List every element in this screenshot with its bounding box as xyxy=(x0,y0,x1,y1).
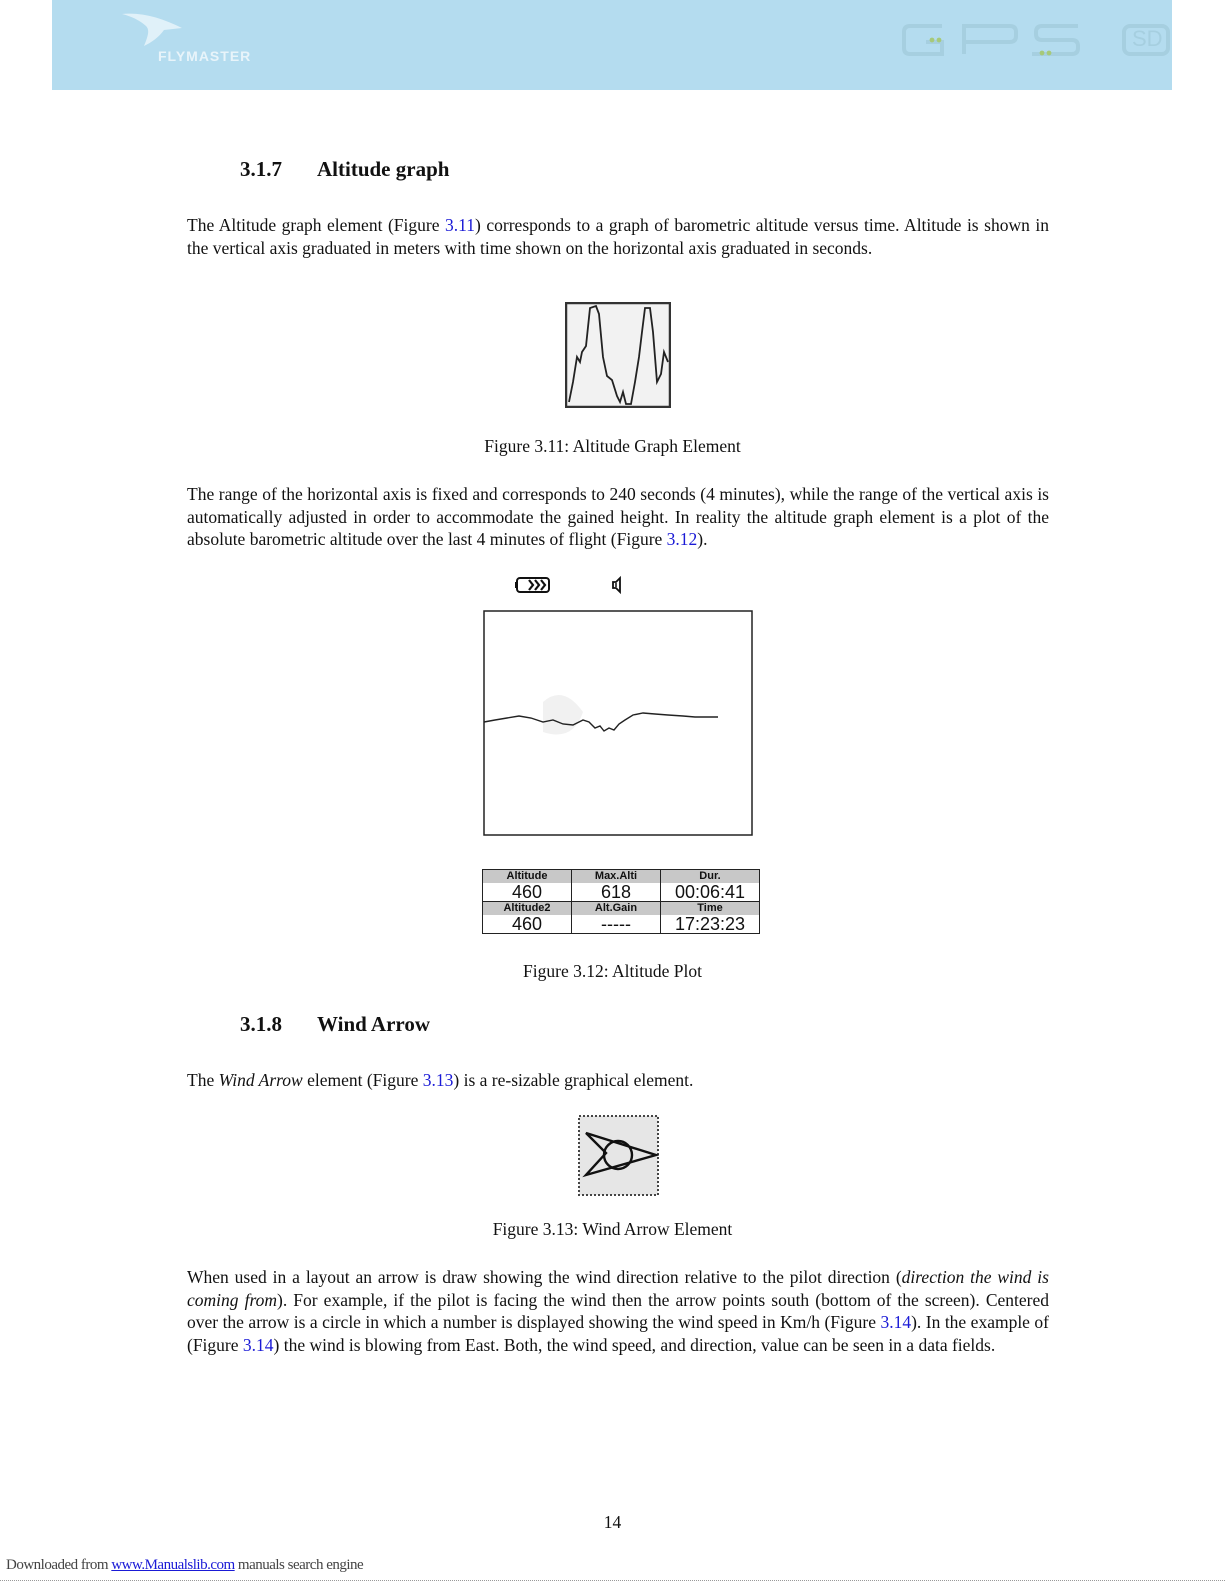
gps-sd-logo xyxy=(902,20,1172,64)
figure-caption-3-13: Figure 3.13: Wind Arrow Element xyxy=(492,1219,733,1239)
speaker-icon xyxy=(613,578,620,592)
data-field-duration xyxy=(661,870,760,902)
footer-prefix: Downloaded from xyxy=(6,1557,112,1573)
altitude-graph-element-figure xyxy=(565,302,671,408)
field-value: 460 xyxy=(511,882,543,902)
text-span: ). xyxy=(697,529,708,549)
manualslib-link[interactable]: www.Manualslib.com xyxy=(111,1557,235,1573)
altitude-data-fields-table xyxy=(482,869,760,934)
field-label: Altitude2 xyxy=(483,902,571,915)
text-span: When used in a layout an arrow is draw showing the wind direction relative to the pilot direction ( xyxy=(187,1267,902,1287)
footer-divider xyxy=(0,1580,1225,1581)
section-title: Wind Arrow xyxy=(317,1012,430,1036)
paragraph-wind-arrow-usage xyxy=(187,1266,1049,1356)
sd-badge: SD xyxy=(1132,26,1163,51)
battery-icon xyxy=(515,578,549,592)
wing-logo-icon xyxy=(112,8,202,48)
text-span: The Altitude graph element (Figure xyxy=(187,215,446,235)
text-span: ). In the example of (Figure xyxy=(187,1312,1050,1355)
field-label: Altitude xyxy=(483,870,571,883)
wind-arrow-element-figure xyxy=(578,1115,659,1196)
emphasis-text: direction the wind is coming from xyxy=(187,1267,1049,1310)
figure-link-3-12[interactable]: 3.12 xyxy=(666,529,698,549)
data-field-altitude2 xyxy=(483,902,572,934)
section-number: 3.1.8 xyxy=(240,1012,282,1036)
emphasis-text: Wind Arrow xyxy=(218,1070,303,1090)
brand-name: FLYMASTER xyxy=(158,48,252,64)
field-value: 460 xyxy=(511,914,543,934)
figure-link-3-13[interactable]: 3.13 xyxy=(422,1070,454,1090)
altitude-plot-screen xyxy=(483,610,753,836)
figure-caption-3-12: Figure 3.12: Altitude Plot xyxy=(523,961,702,981)
flymaster-logo xyxy=(112,8,252,64)
download-footer xyxy=(6,1557,363,1574)
figure-link-3-11[interactable]: 3.11 xyxy=(445,215,476,235)
data-field-max-alti xyxy=(572,870,661,902)
field-label: Dur. xyxy=(661,870,759,883)
section-number: 3.1.7 xyxy=(240,157,282,181)
field-value: 618 xyxy=(600,882,632,902)
text-span: ) the wind is blowing from East. Both, the wind speed, and direction, value can be seen in a data fields. xyxy=(273,1334,996,1355)
text-span: The range of the horizontal axis is fixed and corresponds to 240 seconds (4 minutes), while the range of the vertical axis is automatically adjusted in order to accommodate the gained height. In reality the altitude graph element is a plot of the absolute barometric altitude over the last 4 minutes of flight (Figure xyxy=(187,484,1049,549)
text-span: The xyxy=(187,1070,219,1090)
section-title: Altitude graph xyxy=(317,157,450,181)
field-label: Time xyxy=(661,902,759,915)
device-status-icons xyxy=(515,573,635,597)
section-heading-3-1-7 xyxy=(240,157,449,182)
header-banner xyxy=(52,0,1172,90)
figure-caption-3-11: Figure 3.11: Altitude Graph Element xyxy=(484,436,741,456)
text-span: ) is a re-sizable graphical element. xyxy=(453,1070,694,1090)
data-field-alt-gain xyxy=(572,902,661,934)
paragraph-altitude-range xyxy=(187,483,1049,551)
text-span: ) corresponds to a graph of barometric altitude versus time. Altitude is shown in the vertical axis graduated in meters with time shown on the horizontal axis graduated in seconds. xyxy=(187,215,1049,258)
page-number: 14 xyxy=(603,1512,622,1532)
text-span: element (Figure xyxy=(302,1070,423,1090)
field-label: Alt.Gain xyxy=(572,902,660,915)
section-heading-3-1-8 xyxy=(240,1012,430,1037)
field-value: 17:23:23 xyxy=(674,914,746,934)
field-value: 00:06:41 xyxy=(674,882,746,902)
footer-suffix: manuals search engine xyxy=(234,1557,364,1573)
field-value: ----- xyxy=(601,914,631,934)
field-label: Max.Alti xyxy=(572,870,660,883)
paragraph-altitude-graph-intro xyxy=(187,214,1049,259)
figure-link-3-14[interactable]: 3.14 xyxy=(880,1312,912,1332)
data-field-time xyxy=(661,902,760,934)
text-span: ). For example, if the pilot is facing the wind then the arrow points south (bottom of the screen). Centered over the arrow is a circle in which a number is displayed showing the wind speed in Km/h (Figure xyxy=(187,1289,1049,1332)
figure-link-3-14-second[interactable]: 3.14 xyxy=(242,1334,274,1355)
paragraph-wind-arrow-intro xyxy=(187,1069,1049,1092)
data-field-altitude xyxy=(483,870,572,902)
